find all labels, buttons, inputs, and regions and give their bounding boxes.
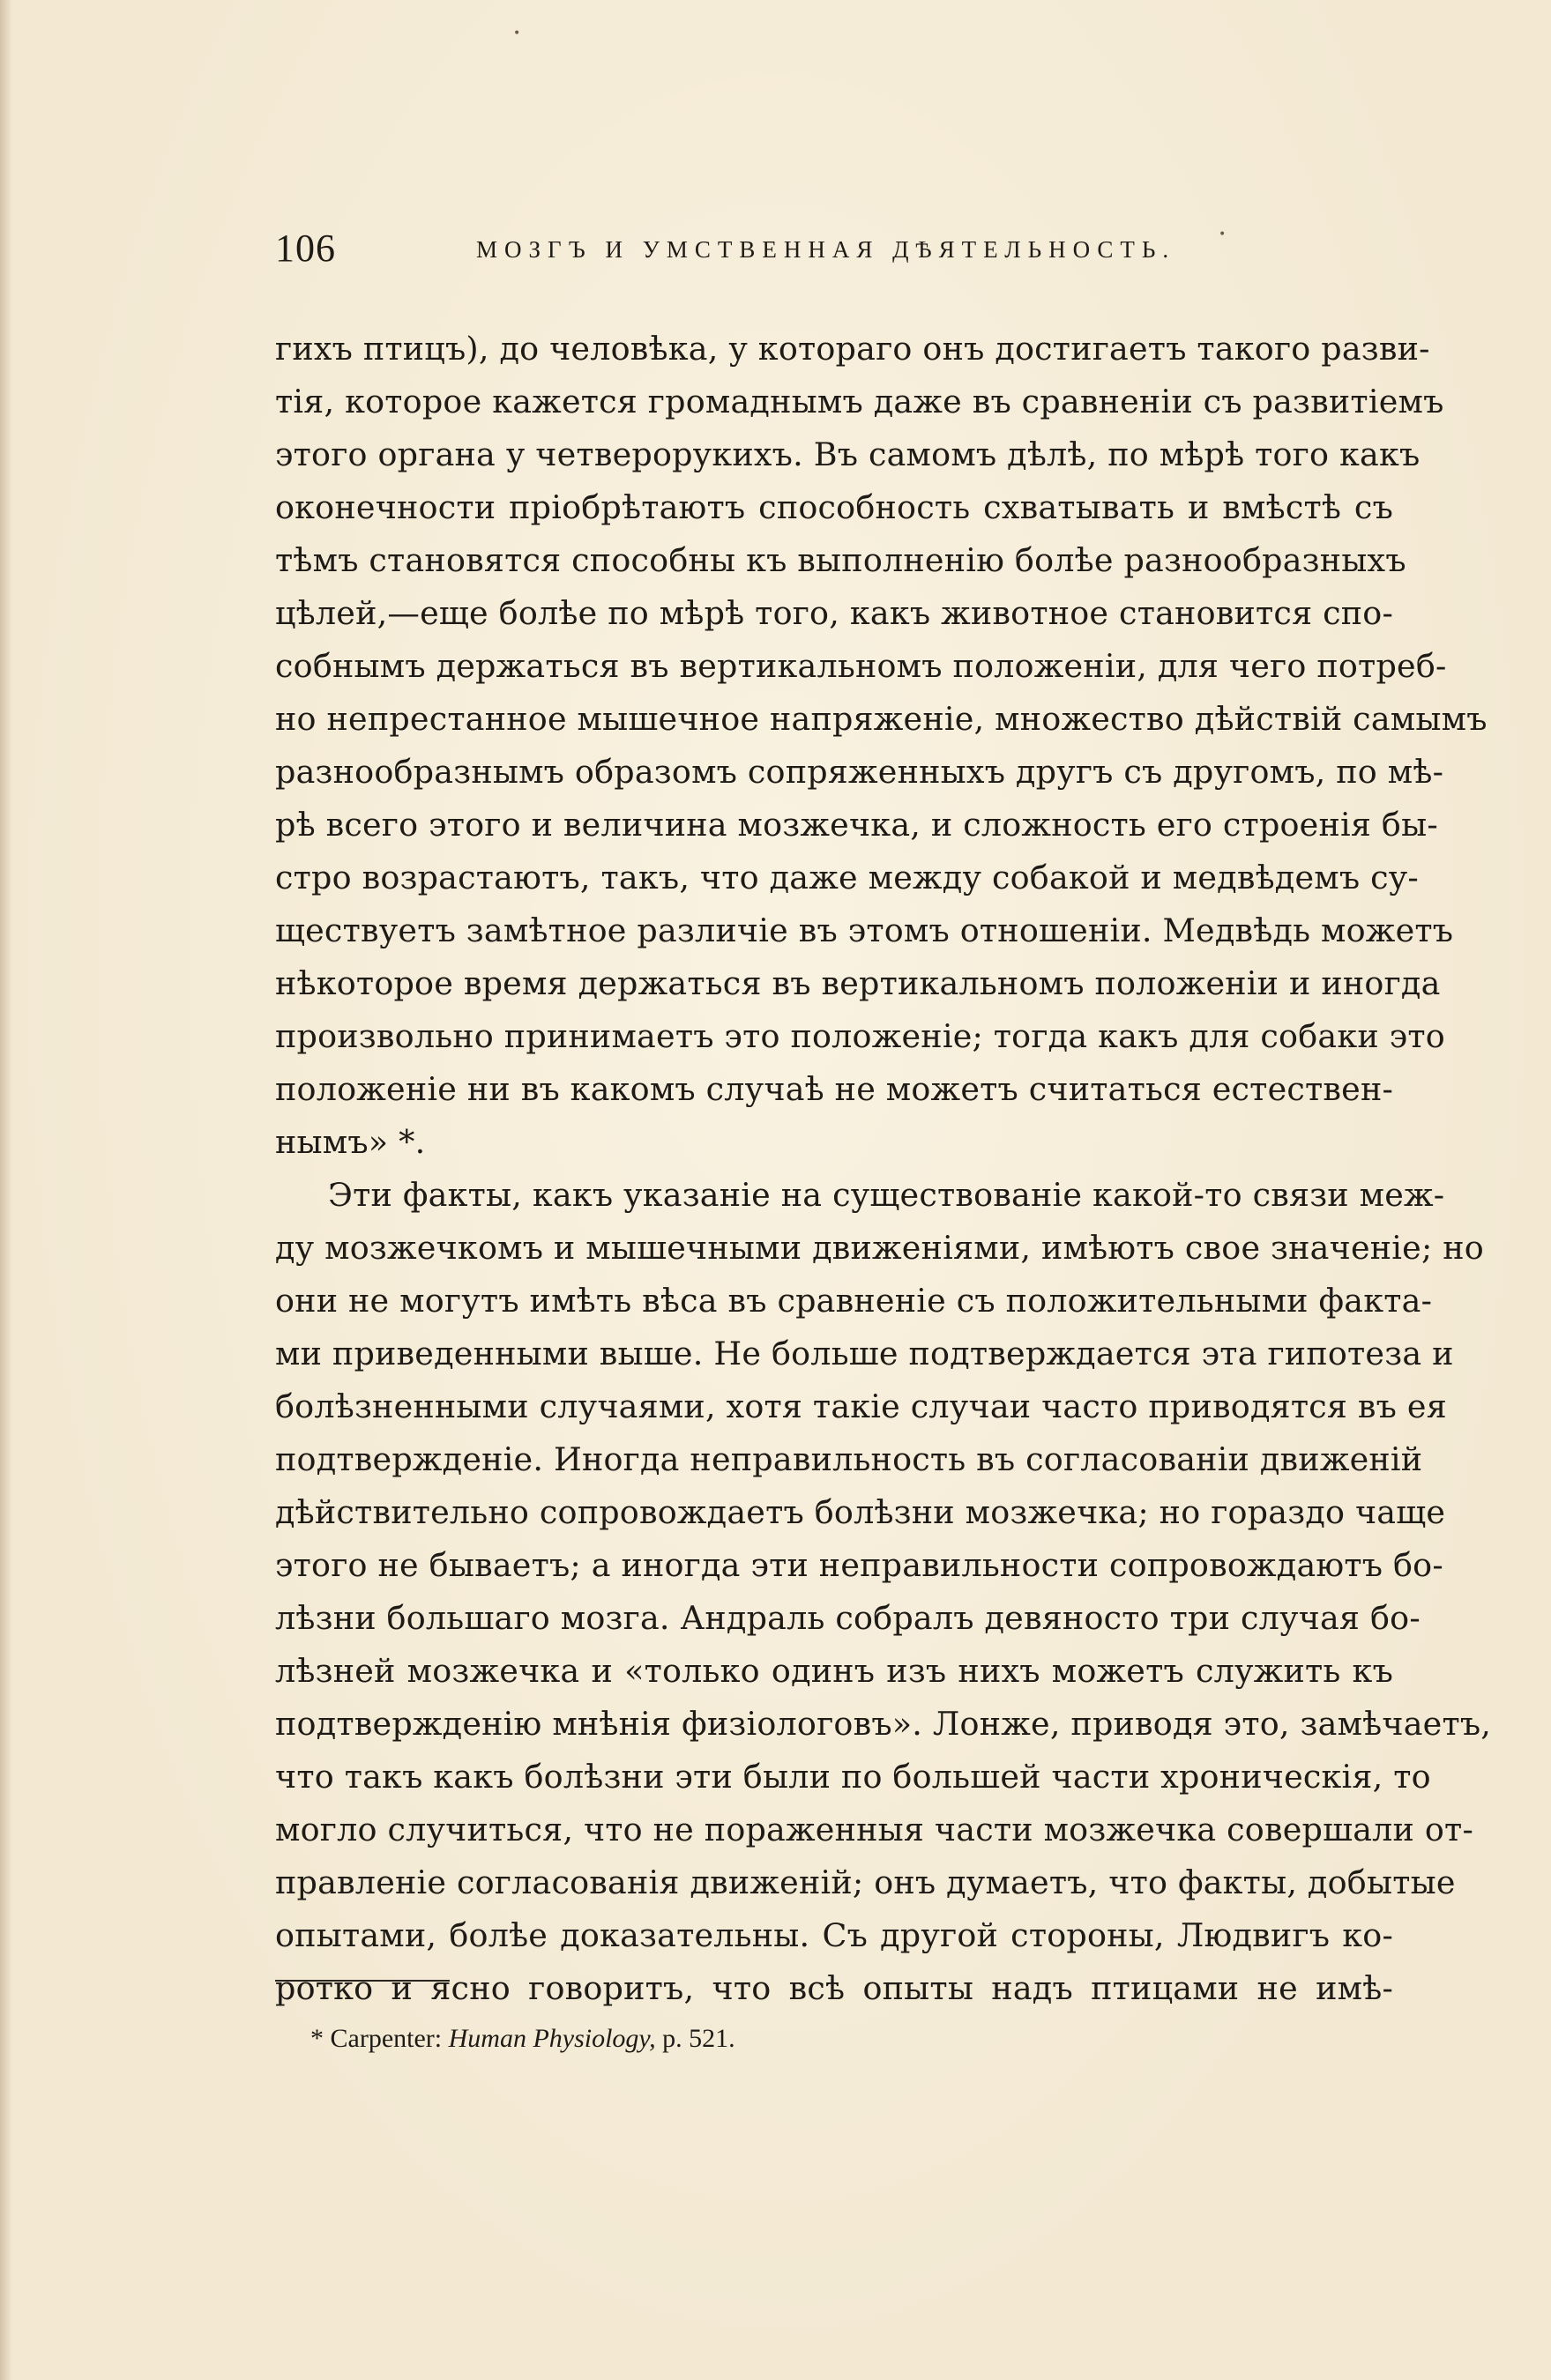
text-line: опытами, болѣе доказательны. Съ другой стороны, Людвигъ ко- xyxy=(275,1916,1393,1954)
text-line: тѣмъ становятся способны къ выполненію болѣе разнообразныхъ xyxy=(275,541,1406,579)
footnote-page-ref: p. 521. xyxy=(662,2024,735,2053)
scan-speck: • xyxy=(513,26,521,41)
text-line: правленіе согласованія движеній; онъ думаетъ, что факты, добытые xyxy=(275,1863,1456,1901)
text-line: болѣзненными случаями, хотя такіе случаи часто приводятся въ ея xyxy=(275,1387,1447,1425)
text-line: но непрестанное мышечное напряженіе, множество дѣйствій самымъ xyxy=(275,700,1488,738)
text-line: этого не бываетъ; а иногда эти неправильности сопровождаютъ бо- xyxy=(275,1546,1443,1584)
paragraph-1 xyxy=(275,323,1488,1169)
text-line: рѣ всего этого и величина мозжечка, и сложность его строенія бы- xyxy=(275,806,1438,844)
text-line: могло случиться, что не пораженныя части мозжечка совершали от- xyxy=(275,1811,1473,1848)
running-title: МОЗГЪ И УМСТВЕННАЯ ДѢЯТЕЛЬНОСТЬ. xyxy=(476,236,1176,263)
text-line: цѣлей,—еще болѣе по мѣрѣ того, какъ животное становится спо- xyxy=(275,594,1393,632)
text-line: они не могутъ имѣть вѣса въ сравненіе съ положительными факта- xyxy=(275,1282,1433,1320)
text-line: гихъ птицъ), до человѣка, у котораго онъ достигаетъ такого разви- xyxy=(275,330,1430,368)
footnote-work-title: Human Physiology, xyxy=(448,2024,656,2053)
text-line: ротко и ясно говоритъ, что всѣ опыты надъ птицами не имѣ- xyxy=(275,1969,1393,2007)
page-edge-shadow xyxy=(0,0,12,2380)
text-line: дѣйствительно сопровождаетъ болѣзни мозжечка; но гораздо чаще xyxy=(275,1493,1446,1531)
text-line: ми приведенными выше. Не больше подтверждается эта гипотеза и xyxy=(275,1335,1454,1372)
text-line: нѣкоторое время держаться въ вертикальномъ положеніи и иногда xyxy=(275,964,1441,1002)
text-line: стро возрастаютъ, такъ, что даже между собакой и медвѣдемъ су- xyxy=(275,859,1419,896)
footnote-marker: * xyxy=(310,2024,324,2053)
scan-speck: • xyxy=(1219,227,1227,242)
text-line: подтвержденіе. Иногда неправильность въ согласованіи движеній xyxy=(275,1440,1423,1478)
footnote-author: Carpenter: xyxy=(330,2024,443,2053)
paragraph-2 xyxy=(275,1169,1492,2015)
footnote-divider xyxy=(275,1980,450,1982)
text-line: нымъ» *. xyxy=(275,1123,426,1161)
text-line: разнообразнымъ образомъ сопряженныхъ другъ съ другомъ, по мѣ- xyxy=(275,753,1444,791)
text-line: лѣзни большаго мозга. Андраль собралъ девяносто три случая бо- xyxy=(275,1599,1421,1637)
text-line: ду мозжечкомъ и мышечными движеніями, имѣютъ свое значеніе; но xyxy=(275,1229,1484,1267)
text-line: тія, которое кажется громаднымъ даже въ сравненіи съ развитіемъ xyxy=(275,383,1444,420)
body-text xyxy=(275,323,1492,2015)
text-line: ществуетъ замѣтное различіе въ этомъ отношеніи. Медвѣдь можетъ xyxy=(275,911,1454,949)
footnote xyxy=(310,2024,735,2054)
page-number: 106 xyxy=(275,227,336,270)
text-line: что такъ какъ болѣзни эти были по большей части хроническія, то xyxy=(275,1758,1431,1796)
text-line: произвольно принимаетъ это положеніе; тогда какъ для собаки это xyxy=(275,1017,1445,1055)
text-line: Эти факты, какъ указаніе на существованіе какой-то связи меж- xyxy=(328,1176,1445,1214)
text-line: подтвержденію мнѣнія физіологовъ». Лонже, приводя это, замѣчаетъ, xyxy=(275,1705,1492,1743)
text-line: положеніе ни въ какомъ случаѣ не можетъ считаться естествен- xyxy=(275,1070,1394,1108)
text-line: этого органа у четверорукихъ. Въ самомъ дѣлѣ, по мѣрѣ того какъ xyxy=(275,435,1421,473)
text-line: оконечности пріобрѣтаютъ способность схватывать и вмѣстѣ съ xyxy=(275,488,1393,526)
text-line: лѣзней мозжечка и «только одинъ изъ нихъ можетъ служить къ xyxy=(275,1652,1393,1690)
text-line: собнымъ держаться въ вертикальномъ положеніи, для чего потреб- xyxy=(275,647,1447,685)
